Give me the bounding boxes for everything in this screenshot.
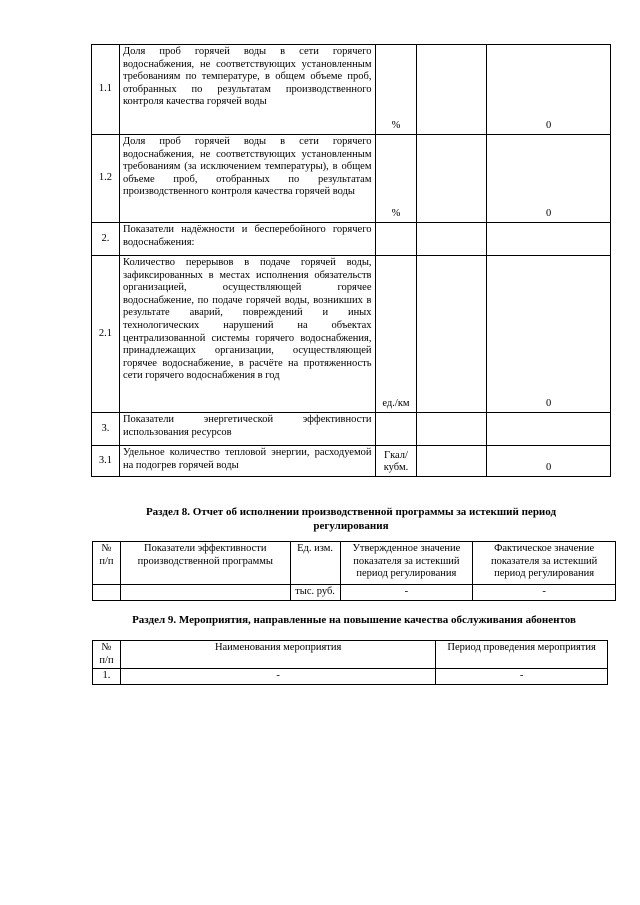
table-row (93, 585, 616, 601)
row-number: 2. (92, 223, 120, 256)
row-period: - (436, 669, 608, 685)
section-8-title: Раздел 8. Отчет об исполнении производственной программы за истекший период регулирования (145, 506, 557, 532)
value-cell (487, 413, 611, 446)
row-number: 3.1 (92, 446, 120, 477)
row-number: 1.2 (92, 135, 120, 223)
unit-cell: % (375, 135, 417, 223)
table-row (92, 135, 611, 223)
header-approved: Утвержденное значение показателя за истекший период регулирования (340, 542, 473, 585)
unit-cell (375, 223, 417, 256)
empty-cell (417, 135, 487, 223)
unit-cell: ед./км (375, 256, 417, 413)
table-header-row (93, 641, 608, 669)
row-activity: - (120, 669, 435, 685)
table-row (92, 256, 611, 413)
table-row (92, 446, 611, 477)
value-cell (487, 223, 611, 256)
row-approved: - (340, 585, 473, 601)
indicator-text: Количество перерывов в подаче горячей воды, зафиксированных в местах исполнения обязательств организацией, осуществляющей горячее водоснабжение, по подаче горячей воды, возникших в результате аварий, повреждений и иных технологических нарушений на объектах централизованной системы горячего водоснабжения, принадлежащих организации, осуществляющей горячее водоснабжение, в расчёте на протяженность сети горячего водоснабжения в год (119, 256, 375, 413)
table-row (93, 669, 608, 685)
value-cell: 0 (487, 45, 611, 135)
empty-cell (417, 223, 487, 256)
empty-cell (417, 413, 487, 446)
empty-cell (417, 256, 487, 413)
header-unit: Ед. изм. (290, 542, 340, 585)
empty-cell (417, 446, 487, 477)
table-header-row (93, 542, 616, 585)
row-actual: - (473, 585, 616, 601)
table-row (92, 413, 611, 446)
header-activity: Наименования мероприятия (120, 641, 435, 669)
header-indicator: Показатели эффективности производственной программы (120, 542, 290, 585)
row-number: 2.1 (92, 256, 120, 413)
header-num: № п/п (93, 542, 121, 585)
table-row (92, 223, 611, 256)
unit-cell (375, 413, 417, 446)
indicator-text: Доля проб горячей воды в сети горячего водоснабжения, не соответствующих установленным требованиям по температуре, в общем объеме проб, отобранных по результатам производственного контроля качества горячей воды (119, 45, 375, 135)
header-actual: Фактическое значение показателя за истекший период регулирования (473, 542, 616, 585)
value-cell: 0 (487, 446, 611, 477)
unit-cell: Гкал/ кубм. (375, 446, 417, 477)
header-num: № п/п (93, 641, 121, 669)
indicator-text: Доля проб горячей воды в сети горячего водоснабжения, не соответствующих установленным требованиям (за исключением температуры), в общем объеме проб, отобранных по результатам производственного контроля качества горячей воды (119, 135, 375, 223)
indicator-text: Удельное количество тепловой энергии, расходуемой на подогрев горячей воды (119, 446, 375, 477)
value-cell: 0 (487, 256, 611, 413)
value-cell: 0 (487, 135, 611, 223)
section-9-table (92, 640, 608, 685)
row-indicator (120, 585, 290, 601)
table-row (92, 45, 611, 135)
section-9-title: Раздел 9. Мероприятия, направленные на повышение качества обслуживания абонентов (132, 614, 576, 626)
row-number: 3. (92, 413, 120, 446)
row-num: 1. (93, 669, 121, 685)
indicator-text: Показатели энергетической эффективности использования ресурсов (119, 413, 375, 446)
empty-cell (417, 45, 487, 135)
row-number: 1.1 (92, 45, 120, 135)
section-8-table (92, 541, 616, 601)
row-unit: тыс. руб. (290, 585, 340, 601)
row-num (93, 585, 121, 601)
header-period: Период проведения мероприятия (436, 641, 608, 669)
unit-cell: % (375, 45, 417, 135)
indicators-table (91, 44, 611, 477)
indicator-text: Показатели надёжности и бесперебойного горячего водоснабжения: (119, 223, 375, 256)
